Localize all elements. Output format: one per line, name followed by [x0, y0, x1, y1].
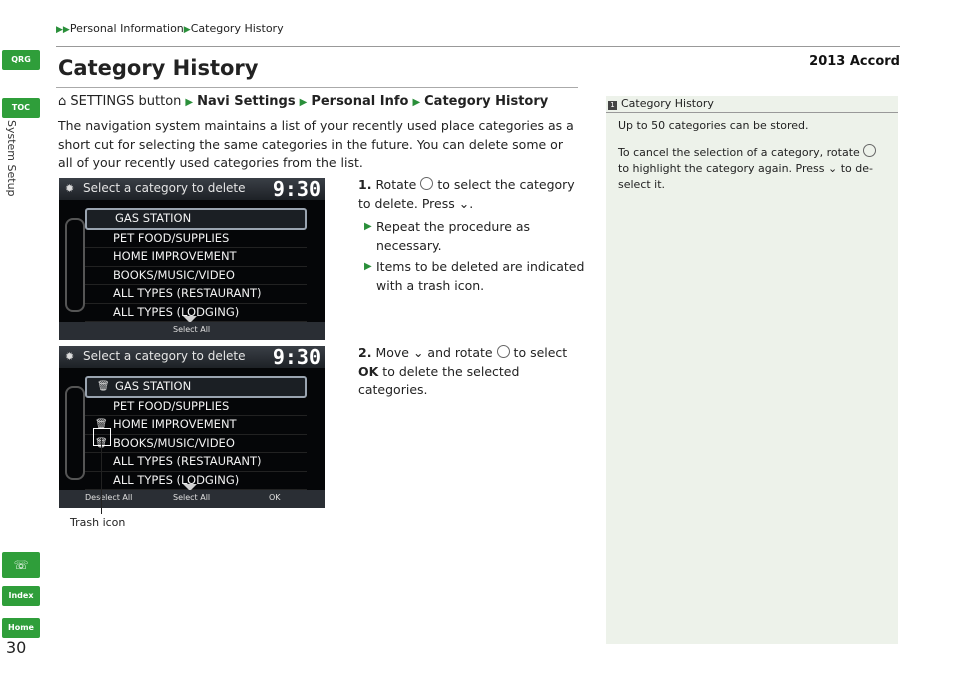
breadcrumb-item[interactable]: Personal Information — [69, 22, 184, 35]
index-tab[interactable]: Index — [2, 586, 40, 606]
trash-icon-highlight — [93, 428, 111, 446]
section-label: System Setup — [5, 120, 18, 197]
header-rule — [56, 46, 900, 47]
screen-title: Select a category to delete — [83, 181, 246, 195]
scroll-indicator — [65, 386, 85, 480]
home-tab[interactable]: Home — [2, 618, 40, 638]
note-panel — [606, 96, 898, 644]
select-all-button[interactable]: Select All — [173, 325, 211, 334]
path-item: Category History — [424, 94, 549, 109]
toc-tab[interactable]: TOC — [2, 98, 40, 118]
note-paragraph: Up to 50 categories can be stored. — [618, 119, 809, 132]
interface-dial-icon — [497, 345, 510, 358]
screen-select-category — [59, 178, 325, 340]
page-title: Category History — [58, 56, 259, 80]
note-icon: 1 — [608, 101, 617, 110]
path-arrow-icon: ▶ — [412, 97, 421, 108]
interface-dial-icon — [420, 177, 433, 190]
ok-button[interactable]: OK — [269, 493, 281, 502]
list-item[interactable]: ALL TYPES (RESTAURANT) — [85, 285, 307, 304]
intro-paragraph: The navigation system maintains a list of your recently used place categories as a short cut for selecting the same categories in the future. You can delete some or all of your recently used categories from the list. — [58, 118, 574, 170]
screen-footer — [59, 490, 325, 508]
clock: 9:30 — [272, 346, 321, 369]
press-icon: ⌄ — [458, 195, 470, 211]
list-item-label: GAS STATION — [115, 379, 192, 393]
qrg-tab[interactable]: QRG — [2, 50, 40, 70]
note-paragraph: To cancel the selection of a category, rotate to highlight the category again. Press ⌄ to de-select it. — [618, 144, 890, 193]
interface-dial-icon — [863, 144, 876, 157]
screen-footer — [59, 322, 325, 340]
list-item[interactable]: GAS STATION — [85, 208, 307, 230]
path-item: Navi Settings — [197, 94, 296, 109]
move-icon: ⌄ — [412, 345, 424, 360]
step-1: 1. Rotate to select the category to delete. Press ⌄. — [358, 177, 575, 211]
note-heading: 1 Category History — [606, 96, 898, 113]
list-item-label: PET FOOD/SUPPLIES — [113, 398, 230, 413]
breadcrumb-item[interactable]: Category History — [190, 22, 284, 35]
trash-icon: 🗑 — [97, 381, 110, 392]
list-item[interactable]: PET FOOD/SUPPLIES — [85, 230, 307, 249]
breadcrumb — [56, 22, 284, 35]
list-item-label: BOOKS/MUSIC/VIDEO — [113, 435, 235, 450]
list-item[interactable] — [85, 376, 307, 398]
model-label: 2013 Accord — [809, 54, 900, 69]
path-arrow-icon: ▶ — [185, 97, 194, 108]
trash-icon: 🗑 — [95, 419, 108, 430]
gear-icon: ✹ — [65, 350, 75, 363]
gear-icon: ✹ — [65, 182, 75, 195]
step-2: 2. Move ⌄ and rotate to select OK to delete the selected categories. — [358, 345, 568, 397]
list-item-label: HOME IMPROVEMENT — [113, 417, 237, 431]
note-arrow-icon: ▶ — [364, 221, 372, 232]
path-arrow-icon: ▶ — [299, 97, 308, 108]
deselect-all-button[interactable]: Deselect All — [85, 493, 133, 502]
note-arrow-icon: ▶ — [364, 261, 372, 272]
step-1-note: ▶ Repeat the procedure as necessary. — [364, 219, 531, 253]
screen-title: Select a category to delete — [83, 349, 246, 363]
select-all-button[interactable]: Select All — [173, 493, 211, 502]
list-item[interactable] — [85, 416, 307, 435]
breadcrumb-arrow-icon: ▶ — [183, 25, 191, 35]
list-item[interactable]: HOME IMPROVEMENT — [85, 248, 307, 267]
menu-path — [58, 94, 548, 109]
screen-title-bar — [59, 346, 325, 368]
screen-title-bar — [59, 178, 325, 200]
list-item[interactable]: ALL TYPES (LODGING) — [85, 304, 307, 323]
list-item-label: ALL TYPES (LODGING) — [113, 472, 240, 487]
page-number: 30 — [6, 638, 27, 657]
title-rule — [56, 87, 578, 88]
path-prefix: SETTINGS button — [70, 94, 182, 109]
home-button-icon: ⌂ — [58, 94, 67, 109]
callout-line — [101, 438, 102, 514]
list-item-label: ALL TYPES (RESTAURANT) — [113, 454, 262, 468]
trash-icon: 🗑 — [95, 437, 108, 449]
trash-icon-callout: Trash icon — [70, 516, 126, 529]
category-list — [85, 208, 307, 322]
list-item[interactable]: BOOKS/MUSIC/VIDEO — [85, 267, 307, 286]
scroll-indicator — [65, 218, 85, 312]
list-item[interactable] — [85, 398, 307, 417]
press-icon: ⌄ — [828, 162, 838, 175]
step-1-note: ▶ Items to be deleted are indicated with a trash icon. — [364, 259, 585, 293]
clock: 9:30 — [272, 178, 321, 201]
voice-icon[interactable]: ☏ — [2, 552, 40, 578]
category-list — [85, 376, 307, 490]
list-item[interactable] — [85, 435, 307, 454]
breadcrumb-arrow-icon: ▶▶ — [56, 25, 70, 35]
path-item: Personal Info — [311, 94, 409, 109]
list-item[interactable] — [85, 453, 307, 472]
screen-select-category-trash — [59, 346, 325, 508]
